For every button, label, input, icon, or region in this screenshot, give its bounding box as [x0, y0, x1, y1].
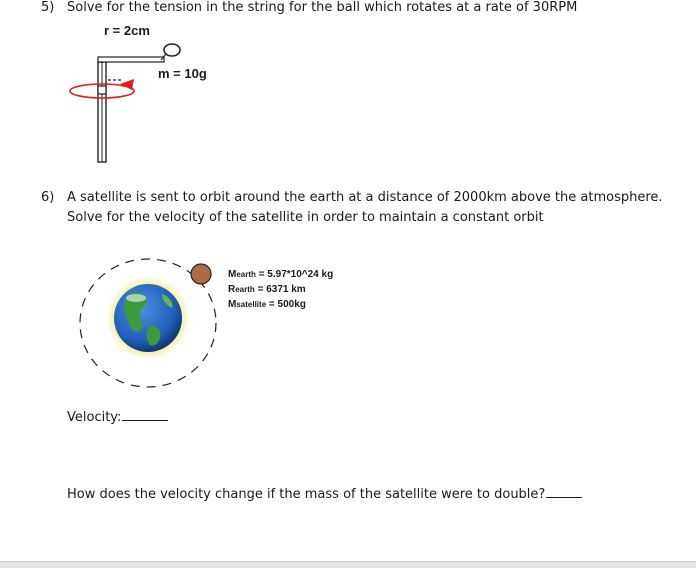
velocity-label: Velocity: [67, 410, 122, 425]
radius-label: r = 2cm [104, 23, 150, 38]
question-5-text: Solve for the tension in the string for the ball which rotates at a rate of 30RPM [67, 0, 578, 15]
given-earth-mass: Mearth = 5.97*10^24 kg [228, 269, 334, 280]
pendulum-diagram [60, 36, 200, 166]
followup-question [67, 485, 582, 505]
question-5-number: 5) [41, 0, 55, 15]
question-6-line-1: A satellite is sent to orbit around the earth at a distance of 2000km above the atmosphere. [67, 190, 663, 205]
given-earth-radius: Rearth = 6371 km [228, 284, 306, 295]
followup-text: How does the velocity change if the mass of the satellite were to double? [67, 487, 546, 502]
velocity-prompt [67, 408, 168, 428]
orbit-diagram [70, 252, 230, 397]
horizontal-arm [98, 57, 164, 62]
ball [164, 44, 180, 56]
velocity-answer-blank[interactable] [122, 410, 168, 421]
rotation-arrow [120, 79, 134, 90]
followup-answer-blank[interactable] [546, 487, 582, 498]
satellite [191, 264, 211, 284]
question-6-line-2: Solve for the velocity of the satellite in order to maintain a constant orbit [67, 210, 544, 225]
given-satellite-mass: Msatellite = 500kg [228, 299, 306, 310]
question-6-number: 6) [41, 190, 55, 205]
mass-label: m = 10g [158, 66, 207, 81]
post-overlap [98, 86, 106, 94]
cloud [126, 294, 146, 302]
